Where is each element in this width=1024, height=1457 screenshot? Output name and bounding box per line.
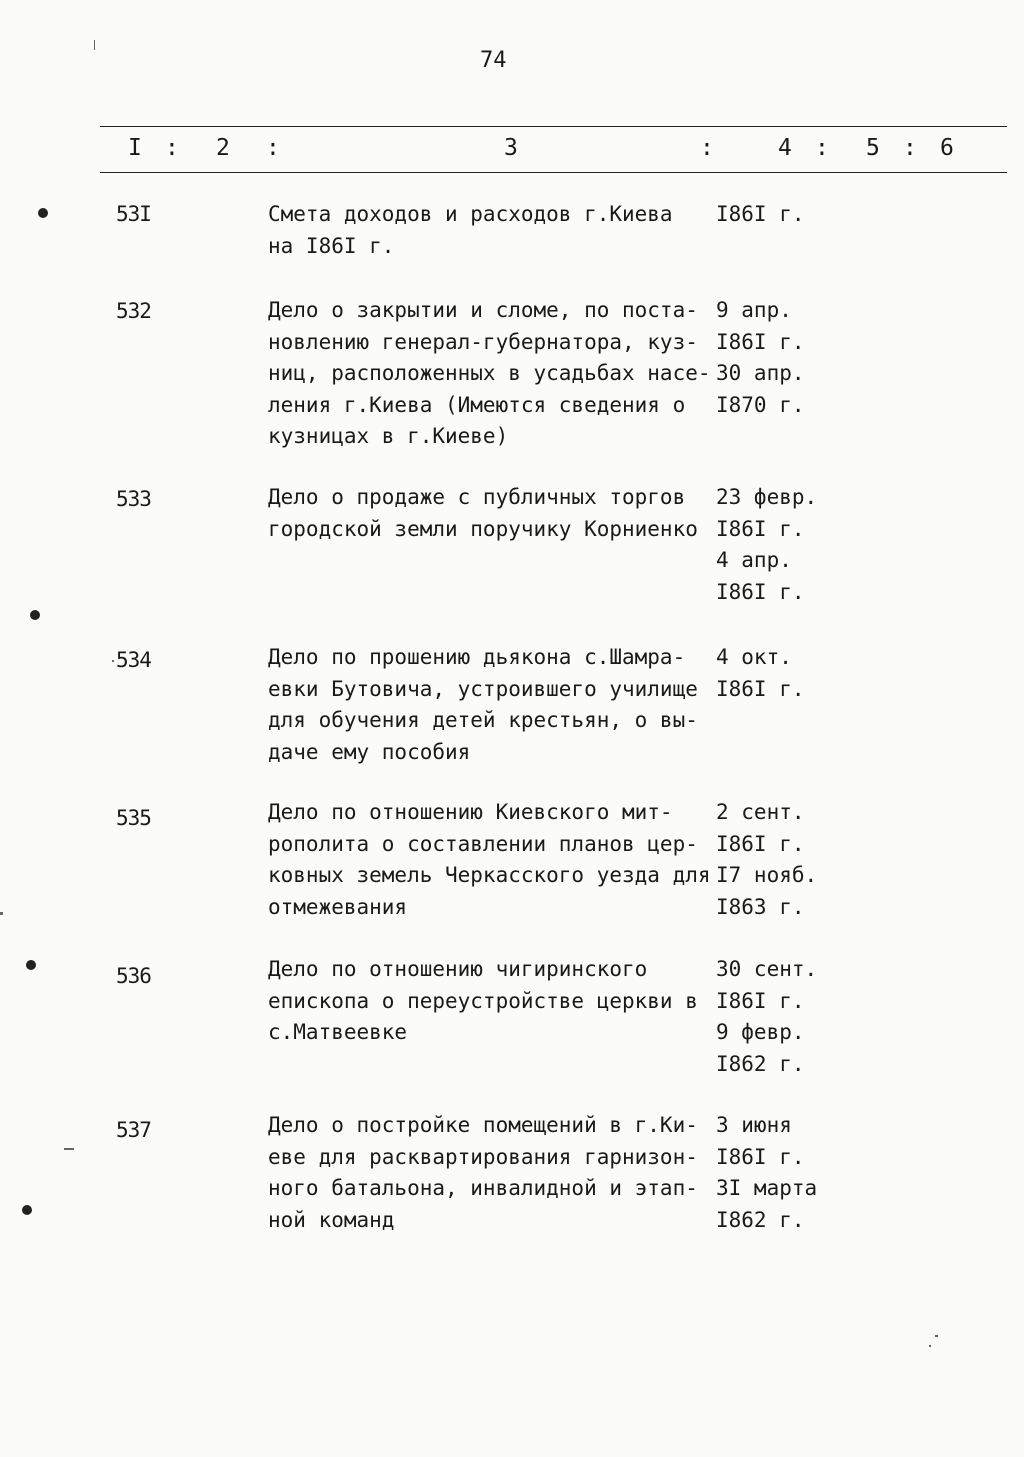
record-date-line: I862 г. [716,1207,805,1232]
record-number: 534 [116,648,151,672]
column-separator: : [903,135,917,161]
record-title-line: ления г.Киева (Имеются сведения о [268,392,686,417]
record-title-line: отмежевания [268,894,408,919]
binding-hole-mark [38,208,48,218]
record-title-line: кузницах в г.Киеве) [268,424,509,448]
scan-speck [94,40,95,50]
record-title [268,199,673,262]
record-title-line: ного батальона, инвалидной и этап- [268,1176,698,1200]
record-title-line: новлению генерал-губернатора, куз- [268,329,698,354]
scan-speck [935,1335,938,1337]
record-title [268,1110,698,1236]
binding-hole-mark [26,960,36,970]
record-date-line: I86I г. [716,988,805,1013]
record-dates [716,199,805,231]
record-dates [716,642,805,705]
record-title-line: ниц, расположенных в усадьбах насе- [268,361,711,385]
record-date-line: I863 г. [716,894,805,919]
record-dates [716,295,805,421]
record-dates [716,797,817,923]
record-date-line: I86I г. [716,831,805,856]
record-date-line: 30 сент. [716,957,818,981]
binding-hole-mark [22,1205,32,1215]
record-title-line: Дело о продаже с публичных торгов [268,485,686,509]
record-dates [716,482,817,608]
column-header-4: 4 [778,135,792,161]
scan-speck [64,1148,74,1150]
record-date-line: 4 апр. [716,548,792,572]
record-date-line: I862 г. [716,1051,805,1076]
record-title-line: городской земли поручику Корниенко [268,516,698,541]
header-rule-top [100,126,1007,127]
record-title-line: для обучения детей крестьян, о вы- [268,708,698,732]
record-title-line: еве для расквартирования гарнизон- [268,1144,698,1169]
record-date-line: 3I марта [716,1176,818,1200]
column-separator: : [165,135,179,161]
record-title [268,295,711,453]
record-date-line: 23 февр. [716,485,818,509]
record-title-line: ной команд [268,1207,395,1232]
record-title-line: даче ему пособия [268,739,471,764]
record-title [268,954,698,1049]
column-header-1: I [128,135,142,161]
record-date-line: I86I г. [716,202,805,226]
record-title-line: рополита о составлении планов цер- [268,831,698,856]
record-title-line: Дело о постройке помещений в г.Ки- [268,1113,698,1137]
record-date-line: I7 нояб. [716,863,818,887]
scan-speck [112,660,114,662]
record-date-line: I86I г. [716,516,805,541]
record-title-line: Смета доходов и расходов г.Киева [268,202,673,226]
scan-speck [0,912,3,915]
column-separator: : [815,135,829,161]
record-number: 533 [116,487,151,511]
binding-hole-mark [30,610,40,620]
record-title [268,482,698,545]
record-title [268,642,698,768]
column-header-6: 6 [940,135,954,161]
record-dates [716,954,817,1080]
record-title-line: Дело по отношению чигиринского [268,957,648,981]
page-number: 74 [480,48,507,73]
record-title-line: с.Матвеевке [268,1020,408,1044]
record-dates [716,1110,817,1236]
record-title-line: епископа о переустройстве церкви в [268,988,698,1013]
record-title [268,797,711,923]
record-date-line: I86I г. [716,329,805,354]
record-date-line: I86I г. [716,579,805,604]
record-number: 537 [116,1118,151,1142]
record-date-line: 4 окт. [716,645,792,669]
record-title-line: Дело по отношению Киевского мит- [268,800,673,824]
record-date-line: I86I г. [716,1144,805,1169]
record-title-line: ковных земель Черкасского уезда для [268,863,711,887]
record-date-line: 9 апр. [716,298,792,322]
record-number: 536 [116,964,151,988]
record-number: 532 [116,299,151,323]
record-date-line: 3 июня [716,1113,792,1137]
record-number: 53I [116,202,151,226]
record-title-line: на I86I г. [268,233,395,258]
record-date-line: 2 сент. [716,800,805,824]
column-separator: : [700,135,714,161]
column-separator: : [266,135,280,161]
record-title-line: Дело о закрытии и сломе, по поста- [268,298,698,322]
header-rule-bottom [100,172,1007,173]
record-date-line: 9 февр. [716,1020,805,1044]
column-header-3: 3 [504,135,518,161]
record-number: 535 [116,806,151,830]
record-date-line: I86I г. [716,676,805,701]
record-title-line: евки Бутовича, устроившего училище [268,676,698,701]
record-date-line: I870 г. [716,392,805,417]
column-header-2: 2 [216,135,230,161]
column-header-5: 5 [866,135,880,161]
record-title-line: Дело по прошению дьякона с.Шамра- [268,645,686,669]
scan-speck [929,1345,931,1347]
record-date-line: 30 апр. [716,361,805,385]
